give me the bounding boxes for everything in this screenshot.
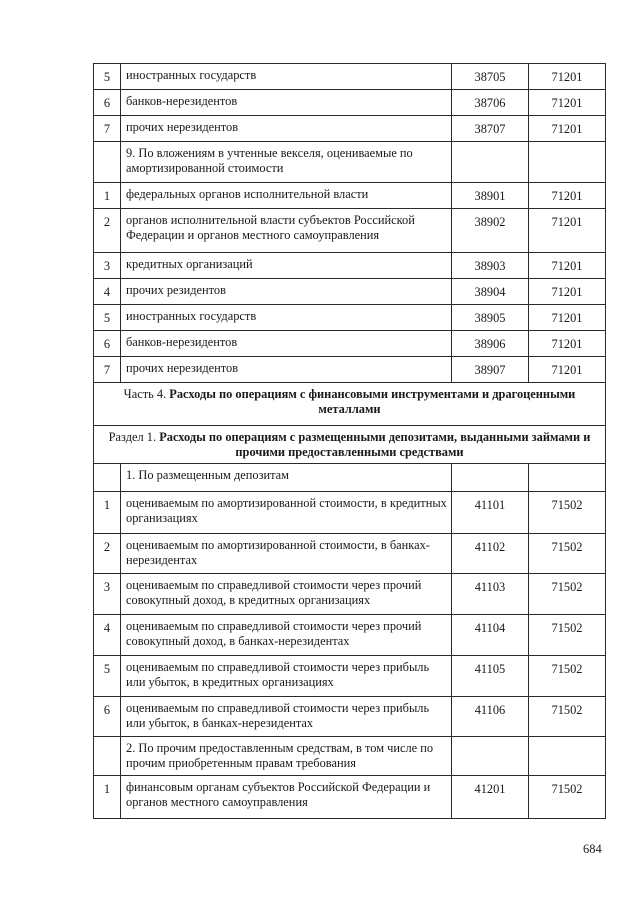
row-description: оцениваемым по справедливой стоимости через прибыль или убыток, в кредитных организациях <box>121 656 452 697</box>
row-description: федеральных органов исполнительной власти <box>121 183 452 209</box>
subsection-title: 9. По вложениям в учтенные векселя, оцениваемые по амортизированной стоимости <box>121 142 452 183</box>
account-number <box>452 464 529 492</box>
table-row <box>94 574 606 615</box>
table-row <box>94 253 606 279</box>
symbol-code: 71201 <box>529 183 606 209</box>
account-number <box>452 142 529 183</box>
row-description: оцениваемым по амортизированной стоимости, в кредитных организациях <box>121 492 452 534</box>
account-number: 38903 <box>452 253 529 279</box>
row-description: финансовым органам субъектов Российской Федерации и органов местного самоуправления <box>121 776 452 819</box>
page-number: 684 <box>583 842 602 856</box>
row-number: 3 <box>94 574 121 615</box>
section-title: Расходы по операциям с размещенными депозитами, выданными займами и прочими предоставленными средствами <box>159 430 591 459</box>
symbol-code: 71201 <box>529 331 606 357</box>
row-number: 2 <box>94 209 121 253</box>
part-header <box>94 383 606 426</box>
symbol-code <box>529 142 606 183</box>
account-number: 41103 <box>452 574 529 615</box>
row-number: 6 <box>94 697 121 737</box>
subsection-title: 2. По прочим предоставленным средствам, в том числе по прочим приобретенным правам требования <box>121 737 452 776</box>
table-row <box>94 116 606 142</box>
account-number: 38904 <box>452 279 529 305</box>
account-number: 38705 <box>452 64 529 90</box>
account-number: 38706 <box>452 90 529 116</box>
row-description: иностранных государств <box>121 64 452 90</box>
row-number: 1 <box>94 183 121 209</box>
account-number: 41104 <box>452 615 529 656</box>
account-number <box>452 737 529 776</box>
account-number: 41102 <box>452 534 529 574</box>
symbol-code: 71502 <box>529 492 606 534</box>
table-row <box>94 534 606 574</box>
table-row <box>94 697 606 737</box>
row-number: 7 <box>94 357 121 383</box>
symbol-code: 71502 <box>529 615 606 656</box>
account-number: 41201 <box>452 776 529 819</box>
row-number: 5 <box>94 305 121 331</box>
row-description: оцениваемым по справедливой стоимости через прибыль или убыток, в банках-нерезидентах <box>121 697 452 737</box>
symbol-code: 71201 <box>529 90 606 116</box>
table-row <box>94 183 606 209</box>
row-description: оцениваемым по справедливой стоимости через прочий совокупный доход, в кредитных организациях <box>121 574 452 615</box>
symbol-code: 71502 <box>529 534 606 574</box>
section-header-row <box>94 426 606 464</box>
table-row <box>94 142 606 183</box>
table-row <box>94 64 606 90</box>
symbol-code: 71201 <box>529 279 606 305</box>
row-description: банков-нерезидентов <box>121 90 452 116</box>
table-row <box>94 776 606 819</box>
symbol-code: 71201 <box>529 357 606 383</box>
row-number: 7 <box>94 116 121 142</box>
account-number: 38707 <box>452 116 529 142</box>
row-number: 3 <box>94 253 121 279</box>
symbol-code: 71201 <box>529 116 606 142</box>
row-number: 5 <box>94 64 121 90</box>
row-description: иностранных государств <box>121 305 452 331</box>
row-number: 5 <box>94 656 121 697</box>
account-number: 41106 <box>452 697 529 737</box>
account-number: 38901 <box>452 183 529 209</box>
part-title: Расходы по операциям с финансовыми инструментами и драгоценными металлами <box>169 387 576 416</box>
table-row <box>94 279 606 305</box>
account-number: 38902 <box>452 209 529 253</box>
table-row <box>94 209 606 253</box>
row-number <box>94 737 121 776</box>
table-row <box>94 464 606 492</box>
row-number: 6 <box>94 331 121 357</box>
accounts-table <box>93 63 606 819</box>
symbol-code: 71201 <box>529 64 606 90</box>
subsection-title: 1. По размещенным депозитам <box>121 464 452 492</box>
section-header <box>94 426 606 464</box>
symbol-code: 71502 <box>529 776 606 819</box>
table-row <box>94 656 606 697</box>
row-number: 2 <box>94 534 121 574</box>
row-number <box>94 142 121 183</box>
symbol-code <box>529 737 606 776</box>
row-description: оцениваемым по амортизированной стоимости, в банках-нерезидентах <box>121 534 452 574</box>
symbol-code: 71502 <box>529 656 606 697</box>
row-description: банков-нерезидентов <box>121 331 452 357</box>
part-header-row <box>94 383 606 426</box>
row-number <box>94 464 121 492</box>
table-row <box>94 492 606 534</box>
symbol-code: 71201 <box>529 209 606 253</box>
section-prefix: Раздел 1. <box>108 430 157 444</box>
row-description: оцениваемым по справедливой стоимости через прочий совокупный доход, в банках-нерезидентах <box>121 615 452 656</box>
account-number: 41105 <box>452 656 529 697</box>
account-number: 41101 <box>452 492 529 534</box>
account-number: 38905 <box>452 305 529 331</box>
part-prefix: Часть 4. <box>123 387 167 401</box>
row-description: органов исполнительной власти субъектов Российской Федерации и органов местного самоуправления <box>121 209 452 253</box>
row-number: 4 <box>94 615 121 656</box>
row-number: 6 <box>94 90 121 116</box>
symbol-code: 71201 <box>529 305 606 331</box>
table-row <box>94 615 606 656</box>
row-description: прочих нерезидентов <box>121 357 452 383</box>
row-description: кредитных организаций <box>121 253 452 279</box>
row-description: прочих нерезидентов <box>121 116 452 142</box>
table-row <box>94 305 606 331</box>
row-number: 1 <box>94 492 121 534</box>
row-number: 1 <box>94 776 121 819</box>
account-number: 38906 <box>452 331 529 357</box>
symbol-code: 71502 <box>529 697 606 737</box>
symbol-code: 71502 <box>529 574 606 615</box>
row-number: 4 <box>94 279 121 305</box>
symbol-code: 71201 <box>529 253 606 279</box>
table-row <box>94 90 606 116</box>
symbol-code <box>529 464 606 492</box>
table-row <box>94 357 606 383</box>
table-row <box>94 331 606 357</box>
table-row <box>94 737 606 776</box>
account-number: 38907 <box>452 357 529 383</box>
row-description: прочих резидентов <box>121 279 452 305</box>
